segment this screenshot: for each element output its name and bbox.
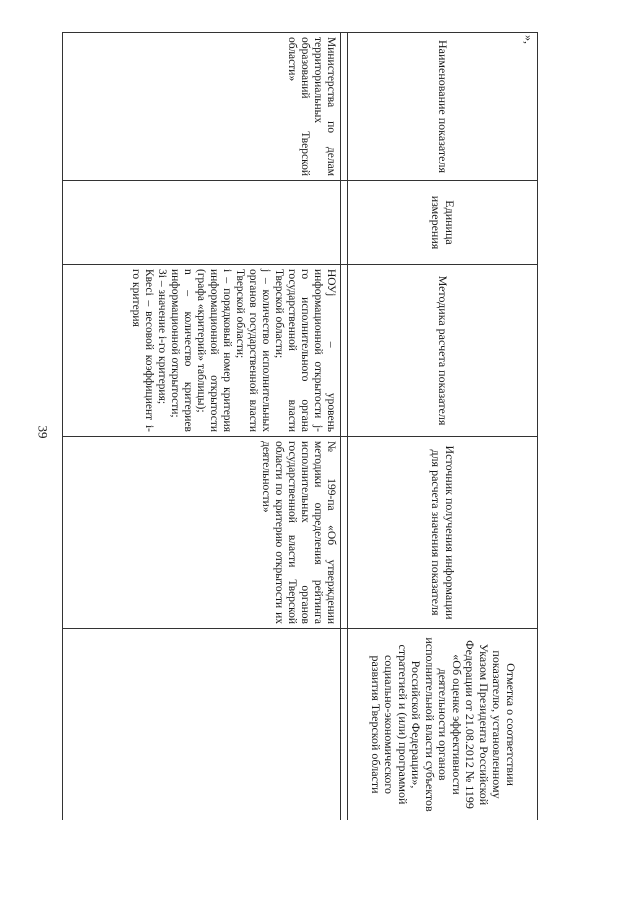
method-line: Зi – значение i-го критерия; [156, 269, 168, 405]
table-header-row [348, 33, 538, 821]
page-number: 39 [35, 425, 51, 439]
rotated-page-area [62, 32, 538, 820]
header-note: Отметка о соответствии показателю, установленному Указом Президента Российской Федерации от 21.08.2012 № 1199 «Об оценке эффективности деятельности органов исполнительной власти субъектов Российской Федерации», стратегией и (или) программой социально-экономического развития Тверской области [348, 629, 538, 821]
header-source: Источник получения информации для расчета значения показателя [348, 437, 538, 629]
separator-row [341, 33, 348, 821]
method-line: НОУj – уровень информационной открытости j-го исполнительного органа государственной власти Тверской области; [273, 269, 337, 432]
header-method: Методика расчета показателя [348, 265, 538, 437]
header-name: Наименование показателя [348, 33, 538, 181]
closing-quote-mark: », [522, 35, 536, 44]
header-unit: Единица измерения [348, 181, 538, 265]
method-line: j – количество исполнительных органов государственной власти Тверской области; [234, 269, 272, 432]
cell-note [63, 629, 341, 821]
cell-name: Министерства по делам территориальных образований Тверской области» [63, 33, 341, 181]
cell-method [63, 265, 341, 437]
method-line: i – порядковый номер критерия информационной открытости (графа «критерий» таблицы); [195, 269, 233, 432]
method-line: Квесi – весовой коэффициент i-го критерия [130, 269, 155, 432]
indicator-table [62, 32, 538, 820]
table-row [63, 33, 341, 821]
cell-unit [63, 181, 341, 265]
cell-source: № 199-па «Об утверждении методики определения рейтинга исполнительных органов государственной власти Тверской области по критерию открытости их деятельности» [63, 437, 341, 629]
method-line: n – количество критериев информационной открытости; [169, 269, 194, 432]
table-container [62, 32, 538, 820]
